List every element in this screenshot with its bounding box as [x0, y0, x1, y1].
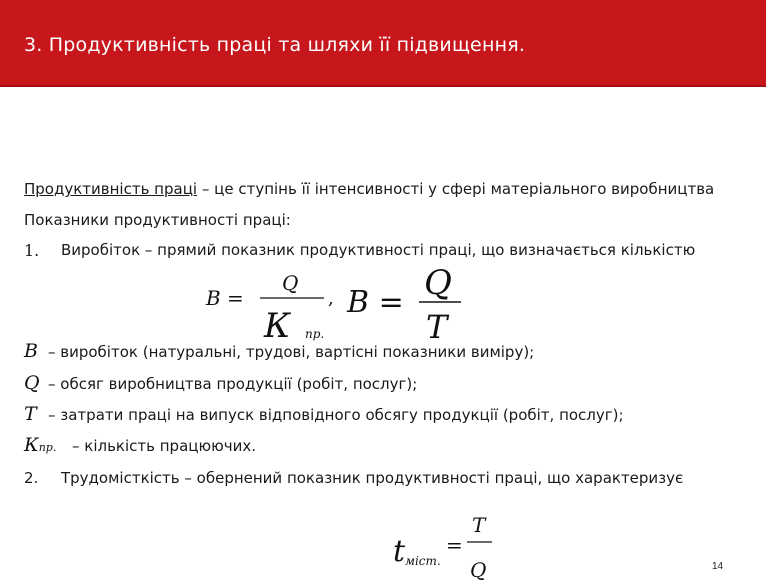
- legend-text-volume: – обсяг виробництва продукції (робіт, послуг);: [48, 375, 418, 393]
- formula1-numerator: Q: [282, 271, 299, 295]
- formula-labor-intensity: [393, 513, 492, 582]
- formula3-lhs-subscript: міст.: [405, 554, 441, 568]
- legend-text-workers: – кількість працюючих.: [72, 437, 256, 455]
- list-item-1-number: 1.: [24, 241, 40, 260]
- legend-symbol-labor-costs: Т: [24, 403, 37, 425]
- formula3-lhs: t: [393, 534, 406, 569]
- legend-symbol-volume: Q: [24, 372, 40, 394]
- formula1-denominator-subscript: пр.: [305, 327, 325, 341]
- list-item-2-text: Трудомісткість – обернений показник продуктивності праці, що характеризує: [61, 469, 684, 487]
- indicators-heading: Показники продуктивності праці:: [24, 211, 291, 229]
- formula3-numerator: Т: [472, 513, 486, 537]
- slide-title: 3. Продуктивність праці та шляхи її підвищення.: [24, 34, 526, 56]
- legend-text-output: – виробіток (натуральні, трудові, вартісні показники виміру);: [48, 343, 535, 361]
- legend-symbol-workers-subscript: пр.: [38, 441, 57, 454]
- formula-output-per-labor: [346, 263, 461, 346]
- formula1-separator: ,: [328, 288, 334, 309]
- legend-symbol-output: В: [24, 340, 38, 362]
- formula2-lhs: В =: [347, 285, 404, 320]
- formula2-denominator: Т: [426, 308, 448, 346]
- list-item-2: [24, 469, 684, 487]
- formula1-denominator: К: [264, 306, 291, 346]
- formula-output-per-worker: [205, 271, 334, 346]
- legend-symbol-workers-main: К: [24, 434, 39, 456]
- list-item-1-text: Виробіток – прямий показник продуктивності праці, що визначається кількістю: [61, 241, 696, 259]
- list-item-2-number: 2.: [24, 469, 39, 487]
- definition-text: – це ступінь її інтенсивності у сфері матеріального виробництва: [197, 180, 715, 198]
- formula1-lhs: В =: [206, 286, 244, 310]
- formula2-numerator: Q: [424, 263, 452, 303]
- legend-symbol-workers: [24, 434, 56, 456]
- formula3-equals: =: [446, 533, 463, 557]
- page-number: 14: [712, 561, 724, 572]
- formula3-denominator: Q: [470, 558, 487, 582]
- legend-text-labor-costs: – затрати праці на випуск відповідного обсягу продукції (робіт, послуг);: [48, 406, 624, 424]
- definition-term: Продуктивність праці: [24, 180, 198, 198]
